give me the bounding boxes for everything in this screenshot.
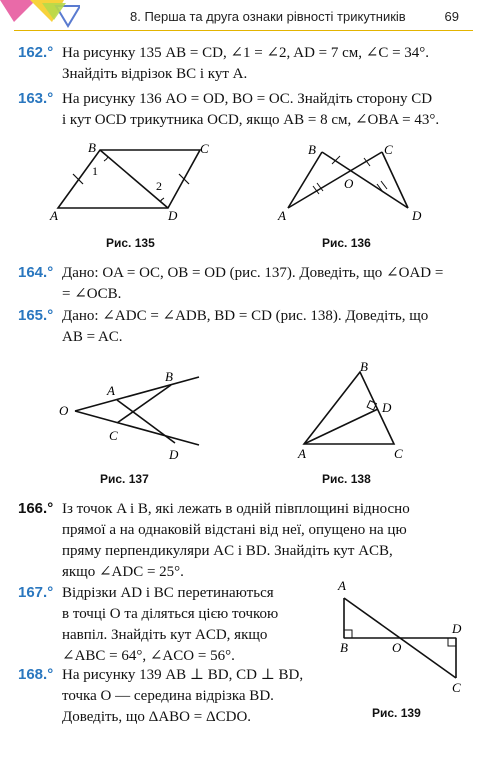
problem-164 [18,262,443,305]
figure-135-caption: Рис. 135 [106,236,155,250]
problem-line: Дано: ∠ADC = ∠ADB, BD = CD (рис. 138). Доведіть, що [62,308,429,324]
problem-line: пряму перпендикуляри AC і BD. Знайдіть кут ACB, [62,543,393,559]
chapter-title: 8. Перша та друга ознаки рівності трикутників [130,9,406,24]
problem-162 [18,42,429,85]
figure-138-caption: Рис. 138 [322,472,371,486]
vertex-label: C [452,680,461,695]
vertex-label: D [412,208,422,223]
figure-135 [40,140,220,230]
vertex-label: B [360,360,368,374]
vertex-label: D [168,208,178,223]
figure-137 [55,365,215,465]
problem-166 [18,498,410,583]
angle-label: 1 [92,164,98,178]
problem-167 [18,582,278,667]
problem-line: Доведіть, що ΔABO = ΔCDO. [62,709,252,725]
problem-number: 167.° [18,584,54,601]
vertex-label: D [382,400,392,415]
problem-line: Дано: OA = OC, OB = OD (рис. 137). Доведіть, що ∠OAD = [62,265,444,281]
problem-number: 164.° [18,264,54,281]
vertex-label: C [200,141,209,156]
figure-136 [270,140,440,230]
vertex-label: A [50,208,58,223]
vertex-label: D [169,447,179,462]
vertex-label: C [394,446,403,461]
page-header [0,0,487,34]
problem-number: 163.° [18,90,54,107]
problem-line: AB = AC. [62,329,123,345]
problem-line: в точці O та діляться цією точкою [62,606,279,622]
problem-line: точка O — середина відрізка BD. [62,688,274,704]
vertex-label: O [344,176,354,191]
vertex-label: B [308,142,316,157]
problem-line: На рисунку 135 AB = CD, ∠1 = ∠2, AD = 7 см, ∠C = 34°. [62,45,430,61]
vertex-label: O [59,403,69,418]
problem-line: і кут OCD трикутника OCD, якщо AB = 8 см, ∠OBA = 43°. [62,112,440,128]
problem-163 [18,88,439,131]
problem-line: На рисунку 139 AB ⊥ BD, CD ⊥ BD, [62,667,304,683]
figure-139 [332,578,472,698]
vertex-label: O [392,640,402,655]
vertex-label: C [109,428,118,443]
problem-line: На рисунку 136 AO = OD, BO = OC. Знайдіть сторону CD [62,91,433,107]
vertex-label: B [340,640,348,655]
vertex-label: A [107,383,115,398]
vertex-label: D [452,621,462,636]
page-number: 69 [444,9,459,24]
header-rule [14,30,473,31]
vertex-label: C [384,142,393,157]
problem-165 [18,305,428,348]
vertex-label: A [338,578,346,593]
problem-line: Відрізки AD і BC перетинаються [62,585,274,601]
problem-number: 165.° [18,307,54,324]
vertex-label: B [88,140,96,155]
corner-logo-icon [0,0,80,30]
problem-line: навпіл. Знайдіть кут ACD, якщо [62,627,268,643]
problem-number: 162.° [18,44,54,61]
vertex-label: A [298,446,306,461]
angle-label: 2 [156,179,162,193]
vertex-label: A [278,208,286,223]
problem-line: Із точок A і B, які лежать в одній півплощині відносно [62,501,410,517]
figure-139-caption: Рис. 139 [372,706,421,720]
problem-line: ∠ABC = 64°, ∠ACO = 56°. [62,648,235,664]
vertex-label: B [165,369,173,384]
figure-137-caption: Рис. 137 [100,472,149,486]
problem-line: Знайдіть відрізок BC і кут A. [62,66,248,82]
problem-line: якщо ∠ADC = 25°. [62,564,184,580]
problem-line: = ∠OCB. [62,286,122,302]
problem-168 [18,664,303,728]
figure-136-caption: Рис. 136 [322,236,371,250]
problem-number: 168.° [18,666,54,683]
figure-138 [290,360,420,465]
problem-number: 166.° [18,500,54,517]
problem-line: прямої a на однаковій відстані від неї, опущено на цю [62,522,407,538]
